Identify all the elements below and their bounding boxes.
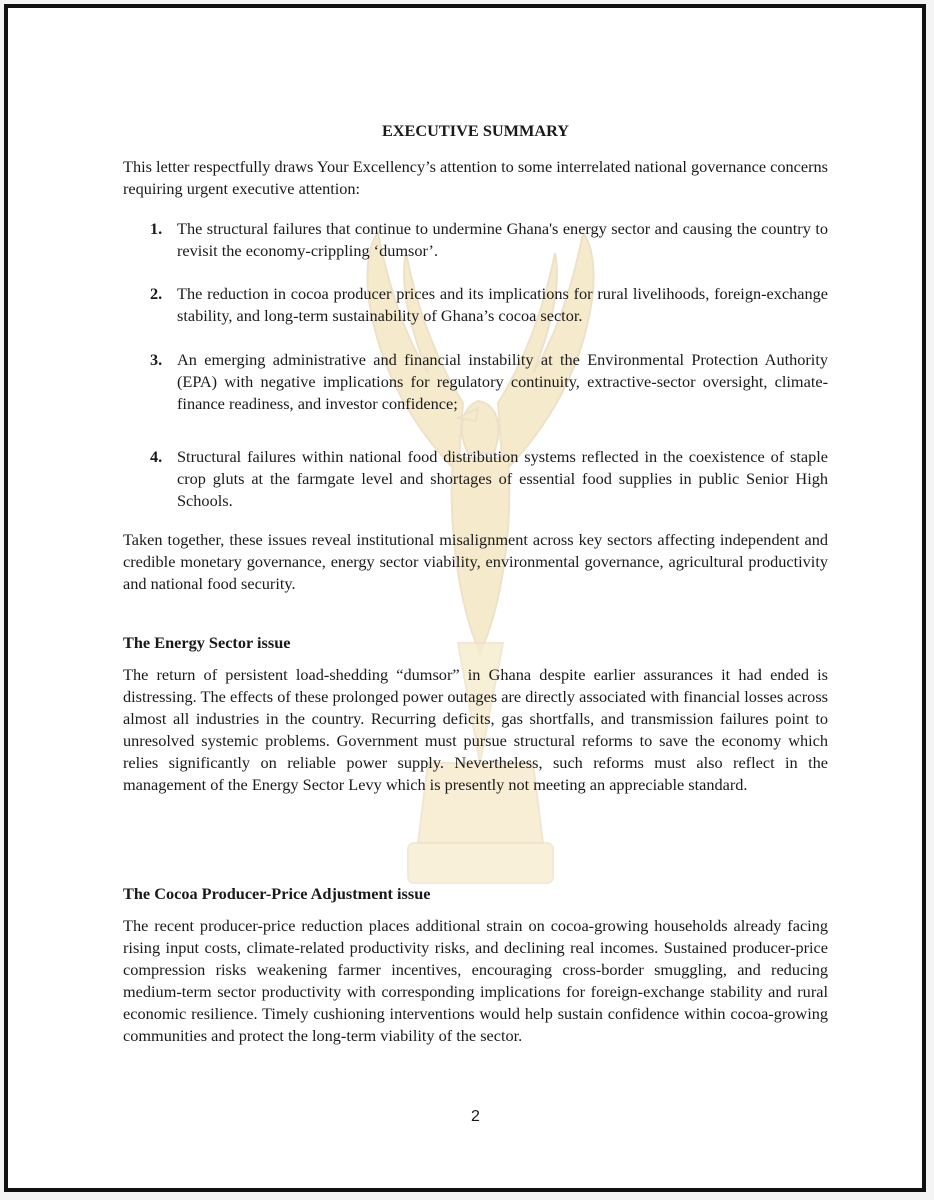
page-frame (4, 4, 926, 1192)
list-item-text: Structural failures within national food distribution systems reflected in the coexistence of staple crop gluts at the farmgate level and shortages of essential food supplies in public Senior High Schools. (177, 447, 828, 510)
section-heading-energy: The Energy Sector issue (123, 633, 291, 652)
list-item (150, 218, 828, 262)
list-item-number: 2. (150, 284, 163, 303)
page-number: 2 (471, 1108, 480, 1125)
list-item-text: The reduction in cocoa producer prices and its implications for rural livelihoods, foreign-exchange stability, and long-term sustainability of Ghana’s cocoa sector. (177, 284, 828, 325)
list-item (150, 446, 828, 512)
list-item-text: The structural failures that continue to undermine Ghana's energy sector and causing the country to revisit the economy-crippling ‘dumsor’. (177, 219, 828, 260)
list-item (150, 283, 828, 327)
list-item-number: 3. (150, 350, 163, 369)
intro-paragraph: This letter respectfully draws Your Excellency’s attention to some interrelated national governance concerns requiring urgent executive attention: (123, 157, 828, 198)
list-item-number: 4. (150, 447, 163, 466)
section-heading-cocoa: The Cocoa Producer-Price Adjustment issue (123, 884, 431, 903)
list-item-text: An emerging administrative and financial instability at the Environmental Protection Authority (EPA) with negative implications for regulatory continuity, extractive-sector oversight, climate-finance readiness, and investor confidence; (177, 350, 828, 413)
section-body-cocoa: The recent producer-price reduction places additional strain on cocoa-growing households already facing rising input costs, climate-related productivity risks, and declining real incomes. Sustained producer-price compression risks weakening farmer incentives, encouraging cross-border smuggling, and reducing medium-term sector productivity with corresponding implications for foreign-exchange stability and rural economic resilience. Timely cushioning interventions would help sustain confidence within cocoa-growing communities and protect the long-term viability of the sector. (123, 916, 828, 1045)
document-title: EXECUTIVE SUMMARY (381, 121, 570, 140)
summary-paragraph: Taken together, these issues reveal institutional misalignment across key sectors affecting independent and credible monetary governance, energy sector viability, environmental governance, agricultural productivity and national food security. (123, 530, 828, 593)
list-item-number: 1. (150, 219, 163, 238)
list-item (150, 349, 828, 415)
section-body-energy: The return of persistent load-shedding “dumsor” in Ghana despite earlier assurances it had ended is distressing. The effects of these prolonged power outages are directly associated with financial losses across almost all industries in the country. Recurring deficits, gas shortfalls, and transmission failures point to unresolved systemic problems. Government must pursue structural reforms to save the economy which relies significantly on reliable power supply. Nevertheless, such reforms must also reflect in the management of the Energy Sector Levy which is presently not meeting an appreciable standard. (123, 665, 828, 794)
